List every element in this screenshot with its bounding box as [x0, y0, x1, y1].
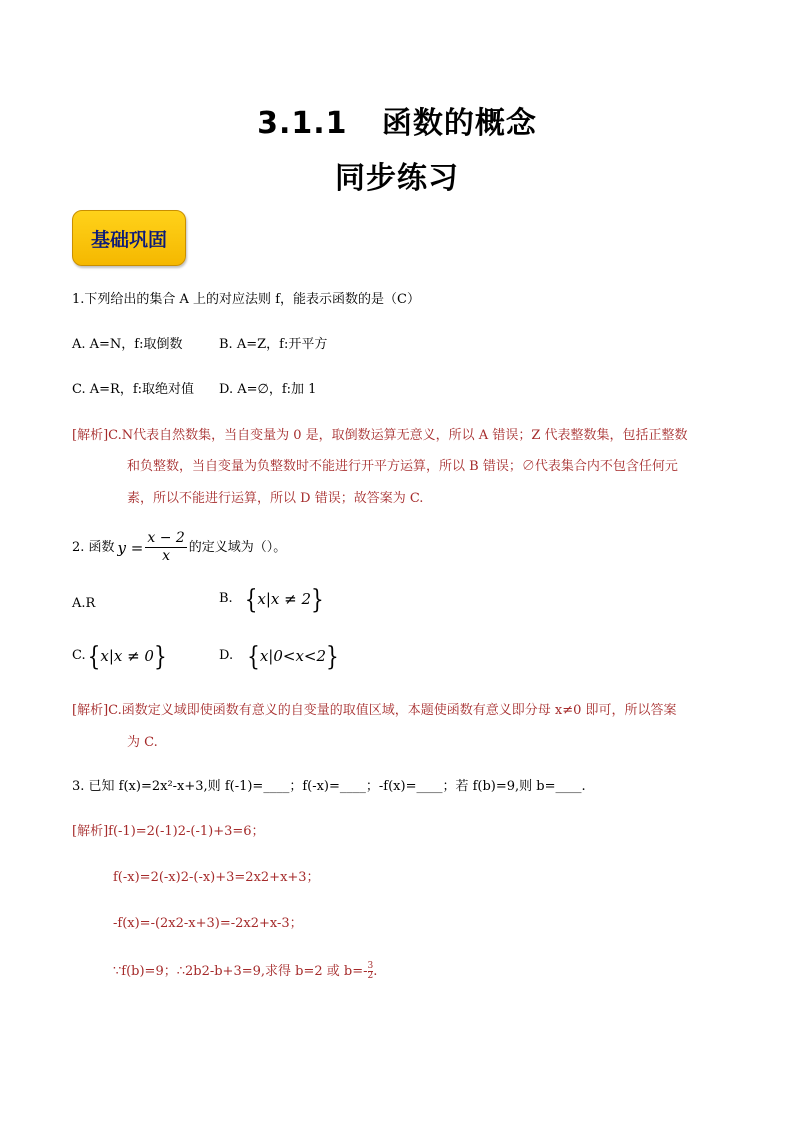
q2-option-d-math: x|0<x<2 — [259, 647, 327, 665]
section-badge: 基础巩固 — [72, 210, 186, 266]
q1-option-b: B. A=Z，f:开平方 — [219, 337, 328, 352]
q2-option-c-label: C. — [72, 648, 86, 663]
q2-y-equals: y = — [117, 538, 144, 557]
q3-analysis-line-3: -f(x)=-(2x2-x+3)=-2x2+x-3； — [113, 916, 303, 931]
page-title — [0, 98, 794, 142]
title-number: 3.1.1 — [257, 106, 348, 141]
q2-fraction-numerator: x − 2 — [147, 530, 185, 546]
q2-option-d-set — [247, 640, 339, 672]
right-brace: } — [311, 583, 324, 615]
q2-stem — [72, 530, 286, 565]
q1-option-a: A. A=N，f:取倒数 — [72, 337, 183, 352]
q3-stem: 3. 已知 f(x)=2x²-x+3,则 f(-1)=____；f(-x)=____；-f(x)=____；若 f(b)=9,则 b=____. — [72, 779, 586, 794]
q1-option-c: C. A=R，f:取绝对值 — [72, 382, 195, 397]
right-brace: } — [153, 640, 167, 672]
q2-option-b-set — [244, 583, 324, 615]
q1-option-d: D. A=∅，f:加 1 — [219, 382, 317, 397]
q2-analysis-line-2: 为 C. — [127, 735, 158, 750]
q3-fraction-numerator: 3 — [367, 961, 374, 971]
q3-analysis-line-4-end: . — [373, 963, 378, 979]
q1-stem: 1.下列给出的集合 A 上的对应法则 f，能表示函数的是（C） — [72, 292, 420, 307]
q2-stem-prefix: 2. 函数 — [72, 539, 115, 555]
q3-fraction-denominator: 2 — [367, 971, 374, 981]
q2-option-b-label: B. — [219, 591, 233, 606]
q3-analysis-line-1: [解析]f(-1)=2(-1)2-(-1)+3=6； — [72, 824, 265, 839]
q1-analysis-line-2: 和负整数，当自变量为负整数时不能进行开平方运算，所以 B 错误；∅代表集合内不包含任何元 — [127, 459, 678, 474]
q2-option-c-math: x|x ≠ 0 — [100, 647, 154, 665]
q2-option-c — [72, 640, 167, 672]
q2-option-b — [219, 583, 324, 615]
q3-analysis-line-4-text: ∵f(b)=9；∴2b2-b+3=9,求得 b=2 或 b=- — [113, 963, 368, 979]
page-subtitle: 同步练习 — [335, 161, 459, 196]
q3-analysis-line-2: f(-x)=2(-x)2-(-x)+3=2x2+x+3； — [113, 870, 320, 885]
right-brace: } — [326, 640, 339, 672]
q2-option-a: A.R — [72, 596, 96, 611]
left-brace: { — [247, 640, 260, 672]
q1-analysis-line-1: [解析]C.N代表自然数集，当自变量为 0 是，取倒数运算无意义，所以 A 错误；Z 代表整数集，包括正整数 — [72, 428, 688, 443]
q2-option-d-label: D. — [219, 648, 234, 663]
q1-analysis-line-3: 素，所以不能进行运算，所以 D 错误；故答案为 C. — [127, 491, 424, 506]
title-main: 函数的概念 — [381, 106, 537, 141]
left-brace: { — [87, 640, 101, 672]
left-brace: { — [244, 583, 258, 615]
q2-fraction-denominator: x — [162, 548, 171, 564]
q2-option-d — [219, 640, 339, 672]
q3-analysis-line-4 — [113, 962, 377, 981]
q2-fraction — [145, 530, 186, 565]
q2-option-c-set — [87, 640, 167, 672]
q2-stem-suffix: 的定义域为（）。 — [188, 539, 287, 555]
q2-option-b-math: x|x ≠ 2 — [257, 590, 312, 608]
q2-analysis-line-1: [解析]C.函数定义域即使函数有意义的自变量的取值区域，本题使函数有意义即分母 x≠0 即可，所以答案 — [72, 703, 677, 718]
